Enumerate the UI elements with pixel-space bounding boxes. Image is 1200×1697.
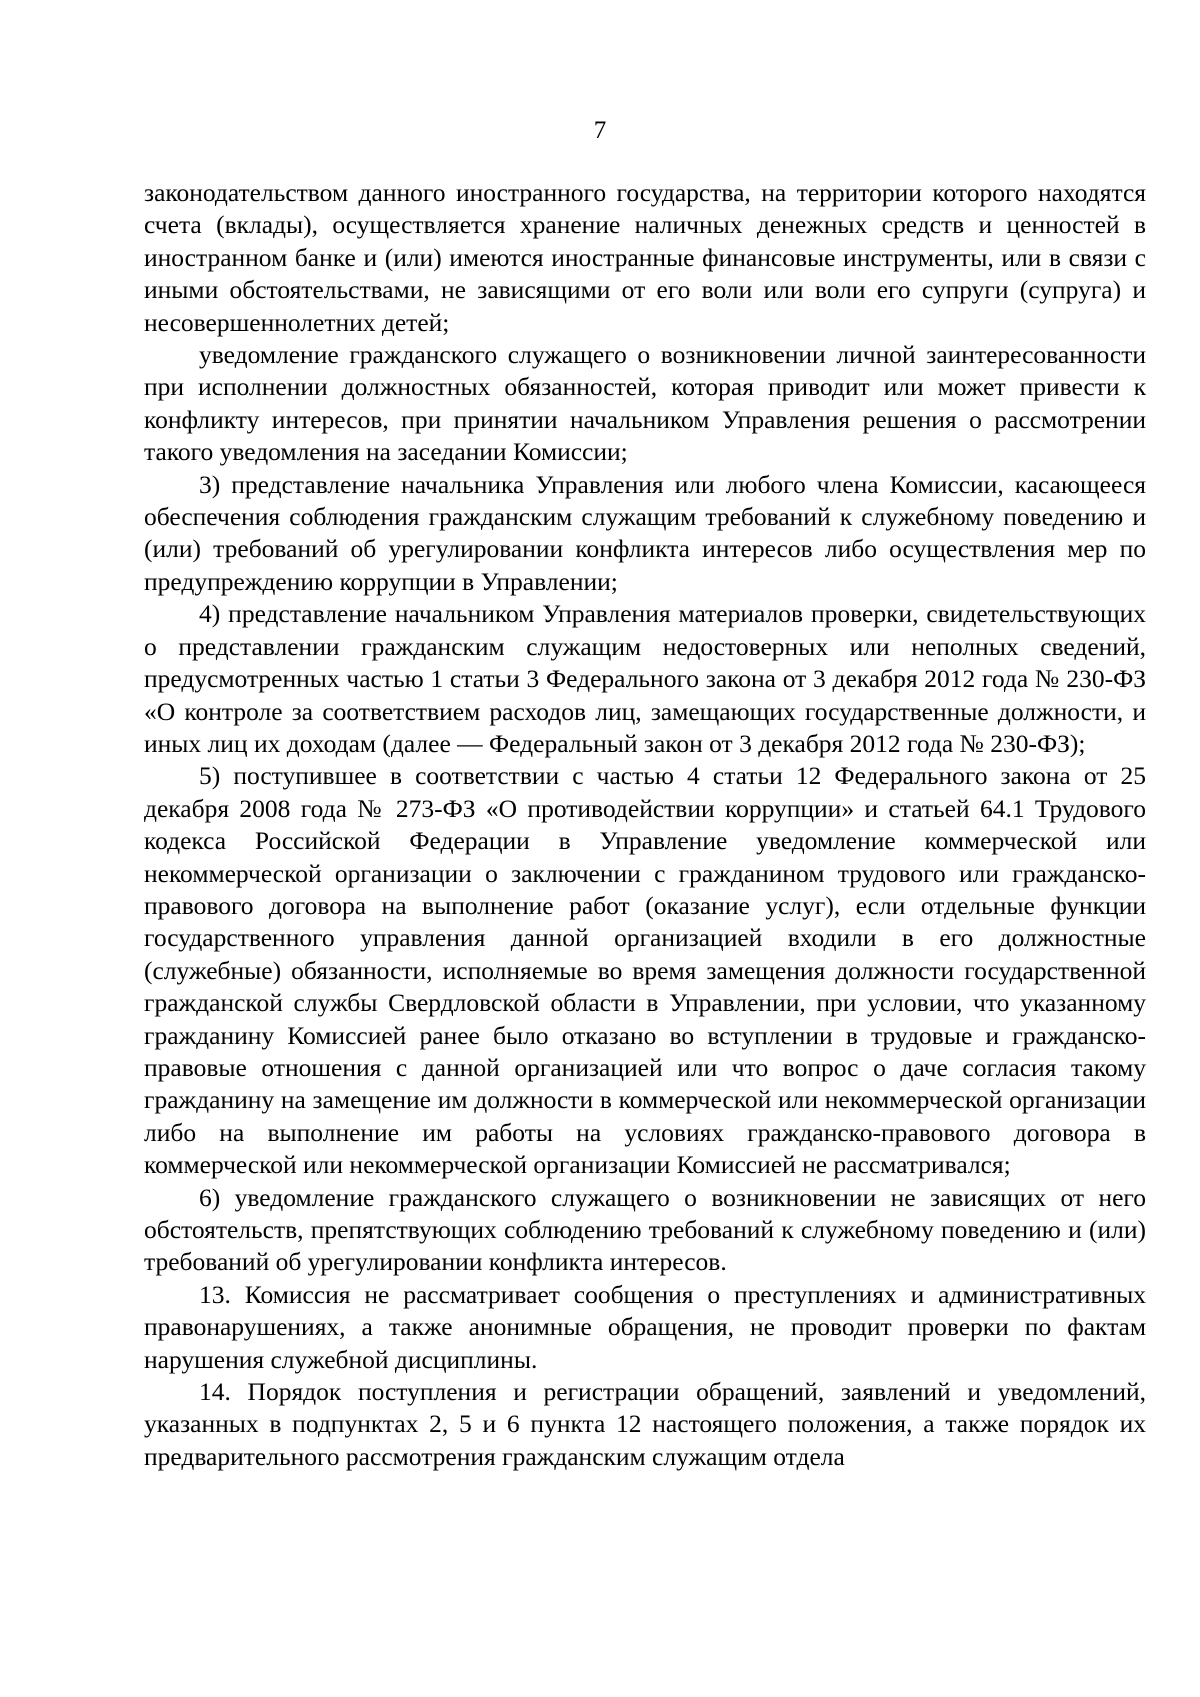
paragraph-notification-interest: уведомление гражданского служащего о возникновении личной заинтересованности при исполнении должностных обязанностей, которая приводит или может привести к конфликту интересов, при принятии начальником Управления решения о рассмотрении такого уведомления на заседании Комиссии; (144, 340, 1146, 467)
document-body (144, 177, 1146, 1473)
paragraph-clause-14: 14. Порядок поступления и регистрации обращений, заявлений и уведомлений, указанных в подпунктах 2, 5 и 6 пункта 12 настоящего положения, а также порядок их предварительного рассмотрения гражданским служащим отдела (144, 1377, 1146, 1471)
paragraph-item-4: 4) представление начальником Управления материалов проверки, свидетельствующих о представлении гражданским служащим недостоверных или неполных сведений, предусмотренных частью 1 статьи 3 Федерального закона от 3 декабря 2012 года № 230-ФЗ «О контроле за соответствием расходов лиц, замещающих государственные должности, и иных лиц их доходам (далее — Федеральный закон от 3 декабря 2012 года № 230-ФЗ); (144, 599, 1146, 758)
paragraph-continuation: законодательством данного иностранного государства, на территории которого находятся счета (вклады), осуществляется хранение наличных денежных средств и ценностей в иностранном банке и (или) имеются иностранные финансовые инструменты, или в связи с иными обстоятельствами, не зависящими от его воли или воли его супруги (супруга) и несовершеннолетних детей; (144, 178, 1146, 337)
paragraph-item-5: 5) поступившее в соответствии с частью 4 статьи 12 Федерального закона от 25 декабря 2008 года № 273-ФЗ «О противодействии коррупции» и статьей 64.1 Трудового кодекса Российской Федерации в Управление уведомление коммерческой или некоммерческой организации о заключении с гражданином трудового или гражданско-правового договора на выполнение работ (оказание услуг), если отдельные функции государственного управления данной организацией входили в его должностные (служебные) обязанности, исполняемые во время замещения должности государственной гражданской службы Свердловской области в Управлении, при условии, что указанному гражданину Комиссией ранее было отказано во вступлении в трудовые и гражданско-правовые отношения с данной организацией или что вопрос о даче согласия такому гражданину на замещение им должности в коммерческой или некоммерческой организации либо на выполнение им работы на условиях гражданско-правового договора в коммерческой или некоммерческой организации Комиссией не рассматривался; (144, 761, 1146, 1180)
paragraph-item-3: 3) представление начальника Управления или любого члена Комиссии, касающееся обеспечения соблюдения гражданским служащим требований к служебному поведению и (или) требований об урегулировании конфликта интересов либо осуществления мер по предупреждению коррупции в Управлении; (144, 469, 1146, 596)
paragraph-item-6: 6) уведомление гражданского служащего о возникновении не зависящих от него обстоятельств, препятствующих соблюдению требований к служебному поведению и (или) требований об урегулировании конфликта интересов. (144, 1182, 1146, 1277)
paragraph-clause-13: 13. Комиссия не рассматривает сообщения о преступлениях и административных правонарушениях, а также анонимные обращения, не проводит проверки по фактам нарушения служебной дисциплины. (144, 1279, 1146, 1374)
page-number: 7 (593, 117, 607, 144)
